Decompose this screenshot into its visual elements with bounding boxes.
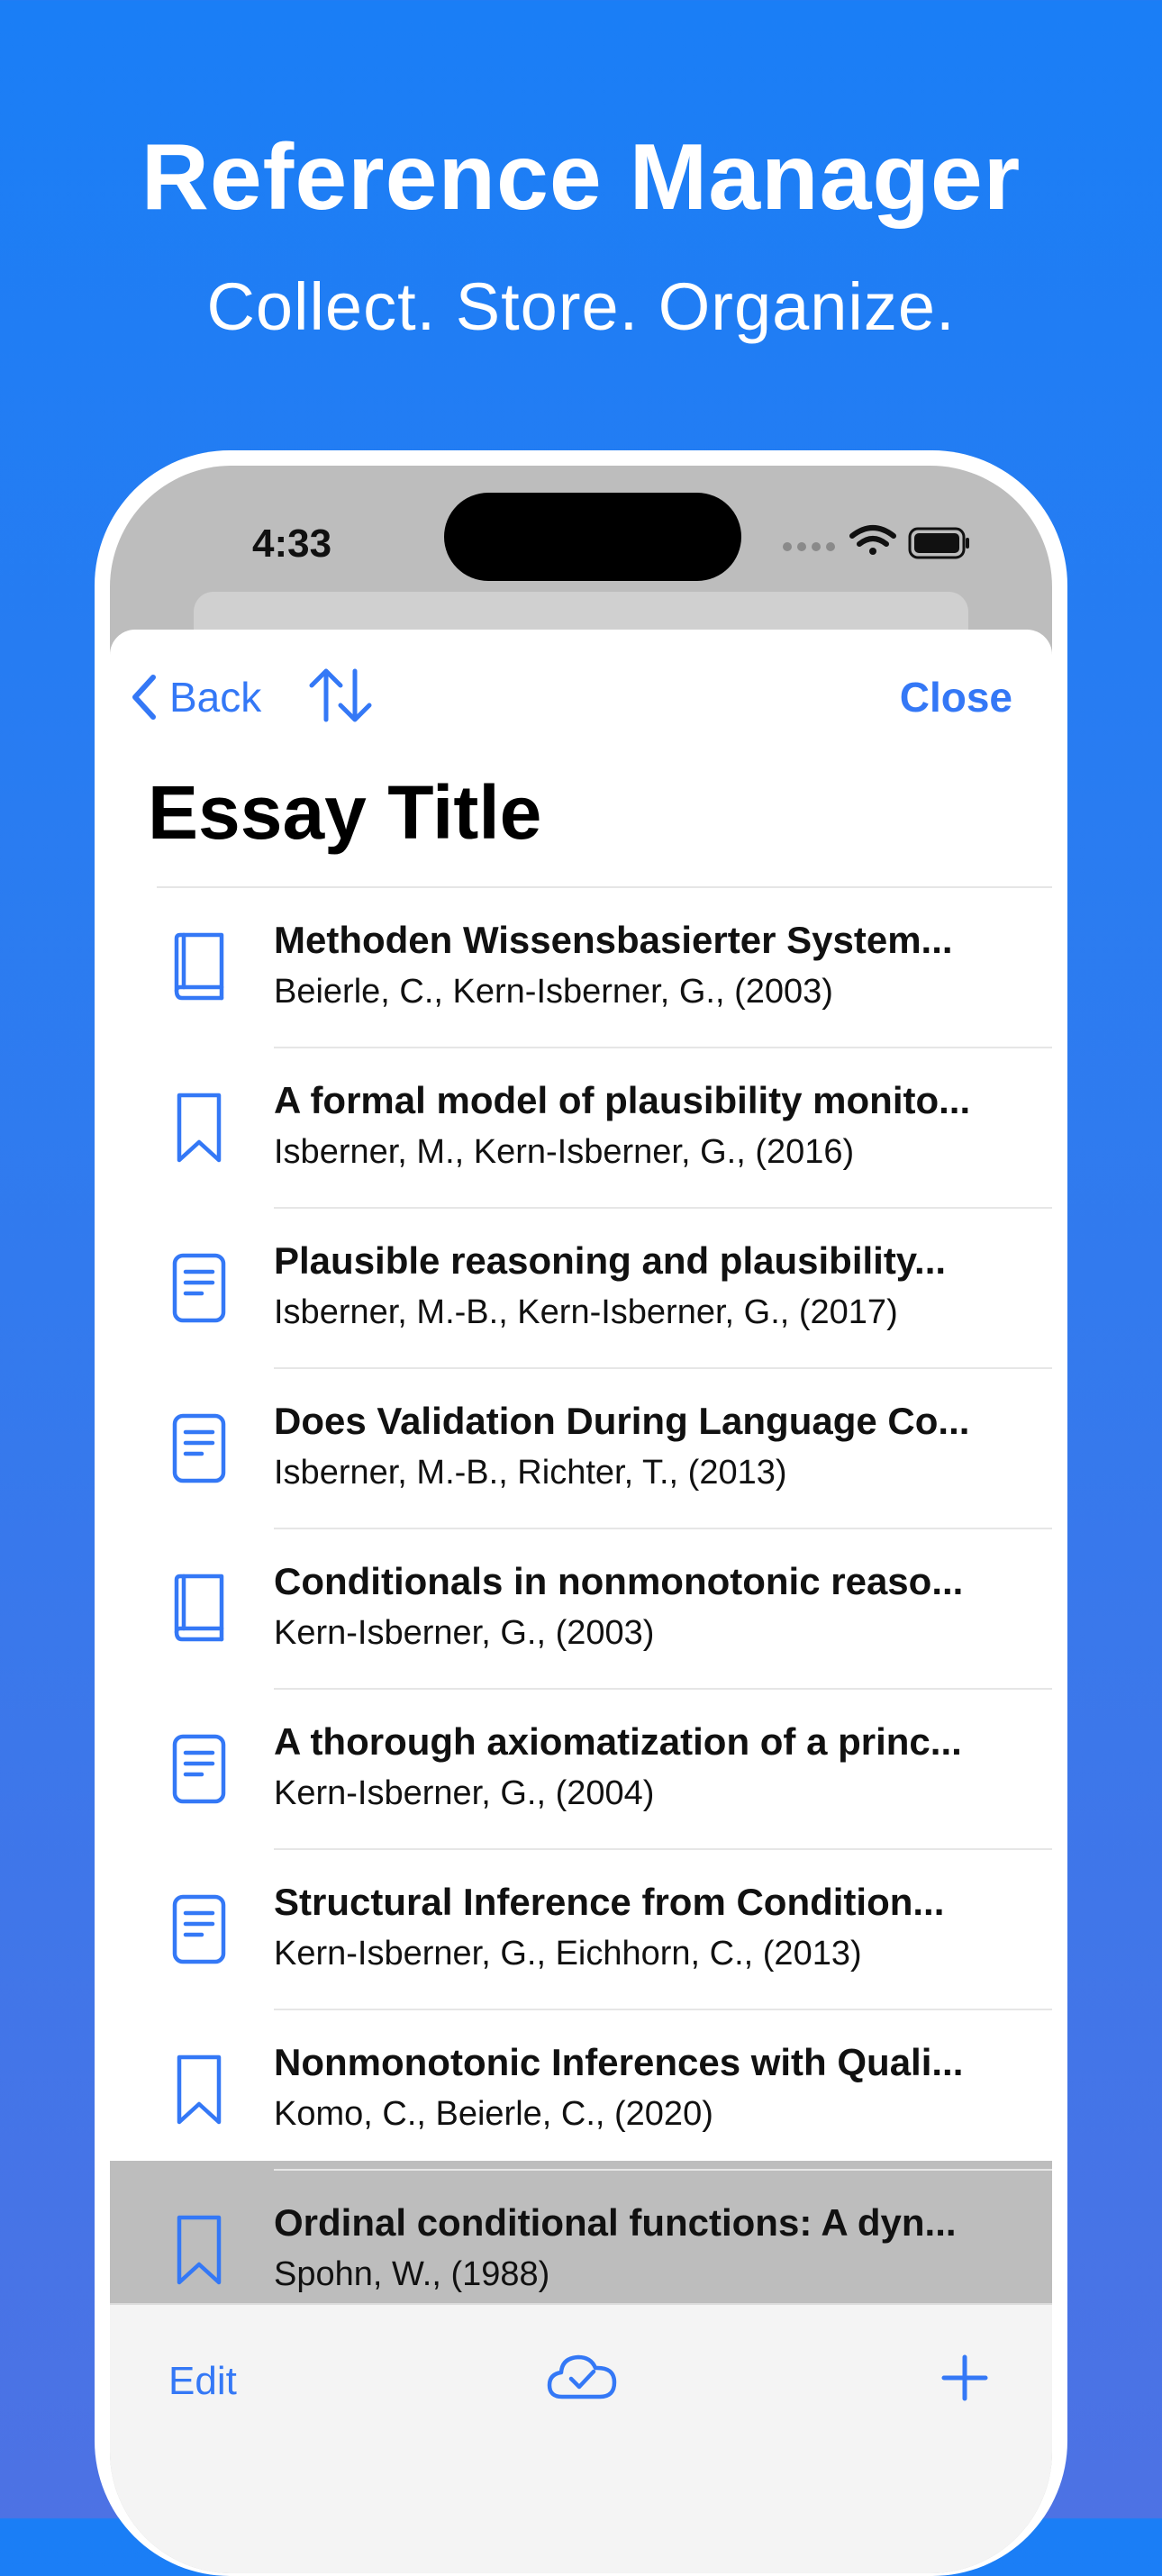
bottom-toolbar: [110, 2303, 1052, 2573]
page-title: Essay Title: [148, 770, 542, 855]
close-button[interactable]: Close: [899, 674, 1012, 721]
references-list: [110, 888, 1052, 2331]
phone-screen: [110, 466, 1052, 2573]
document-icon: [166, 1893, 232, 1965]
wifi-icon: [852, 528, 894, 555]
document-icon: [166, 1252, 232, 1324]
reference-row[interactable]: [110, 2010, 1052, 2171]
reference-title: Does Validation During Language Co...: [274, 1400, 970, 1442]
plus-icon: [940, 2354, 989, 2402]
status-time: 4:33: [252, 522, 332, 566]
reference-row[interactable]: [110, 1209, 1052, 1369]
bookmark-icon: [166, 1092, 232, 1164]
promo-subline: Collect. Store. Organize.: [206, 269, 956, 344]
reference-title: Structural Inference from Condition...: [274, 1881, 945, 1923]
book-icon: [166, 1573, 232, 1645]
references-sheet: [110, 630, 1052, 2293]
reference-authors: Komo, C., Beierle, C., (2020): [274, 2095, 713, 2133]
cloud-check-icon: [546, 2350, 618, 2404]
edit-button[interactable]: Edit: [168, 2359, 237, 2403]
bookmark-icon: [166, 2054, 232, 2126]
reference-row[interactable]: [110, 1369, 1052, 1529]
dynamic-island: [444, 493, 741, 581]
reference-authors: Spohn, W., (1988): [274, 2255, 550, 2293]
sort-button[interactable]: [308, 667, 373, 728]
reference-authors: Kern-Isberner, G., (2004): [274, 1774, 655, 1812]
reference-authors: Isberner, M.-B., Richter, T., (2013): [274, 1454, 787, 1492]
reference-title: A formal model of plausibility monito...: [274, 1079, 971, 1121]
back-label: Back: [169, 674, 262, 721]
reference-row[interactable]: [110, 1048, 1052, 1209]
document-icon: [166, 1733, 232, 1805]
reference-authors: Isberner, M.-B., Kern-Isberner, G., (2017): [274, 1293, 898, 1331]
chevron-left-icon: [130, 674, 157, 721]
reference-title: Conditionals in nonmonotonic reaso...: [274, 1560, 964, 1602]
phone-frame: [95, 450, 1067, 2576]
reference-authors: Beierle, C., Kern-Isberner, G., (2003): [274, 973, 833, 1011]
battery-icon: [910, 529, 969, 558]
cellular-signal-icon: [783, 542, 835, 551]
back-button[interactable]: [130, 666, 261, 729]
reference-title: Methoden Wissensbasierter System...: [274, 919, 953, 961]
reference-title: Plausible reasoning and plausibility...: [274, 1239, 947, 1282]
reference-authors: Isberner, M., Kern-Isberner, G., (2016): [274, 1133, 855, 1171]
reference-title: Ordinal conditional functions: A dyn...: [274, 2201, 957, 2244]
reference-row[interactable]: [110, 888, 1052, 1048]
add-button[interactable]: [940, 2354, 989, 2407]
status-icons: [780, 522, 969, 567]
promo-headline: Reference Manager: [141, 125, 1021, 230]
reference-authors: Kern-Isberner, G., (2003): [274, 1614, 655, 1652]
bookmark-icon: [166, 2214, 232, 2286]
cloud-sync-button[interactable]: [546, 2350, 618, 2408]
reference-authors: Kern-Isberner, G., Eichhorn, C., (2013): [274, 1935, 862, 1973]
reference-row[interactable]: [110, 1690, 1052, 1850]
reference-title: Nonmonotonic Inferences with Quali...: [274, 2041, 964, 2083]
book-icon: [166, 931, 232, 1003]
reference-row[interactable]: [110, 1850, 1052, 2010]
document-icon: [166, 1412, 232, 1484]
reference-row[interactable]: [110, 1529, 1052, 1690]
sort-arrows-icon: [308, 667, 373, 723]
reference-title: A thorough axiomatization of a princ...: [274, 1720, 962, 1763]
